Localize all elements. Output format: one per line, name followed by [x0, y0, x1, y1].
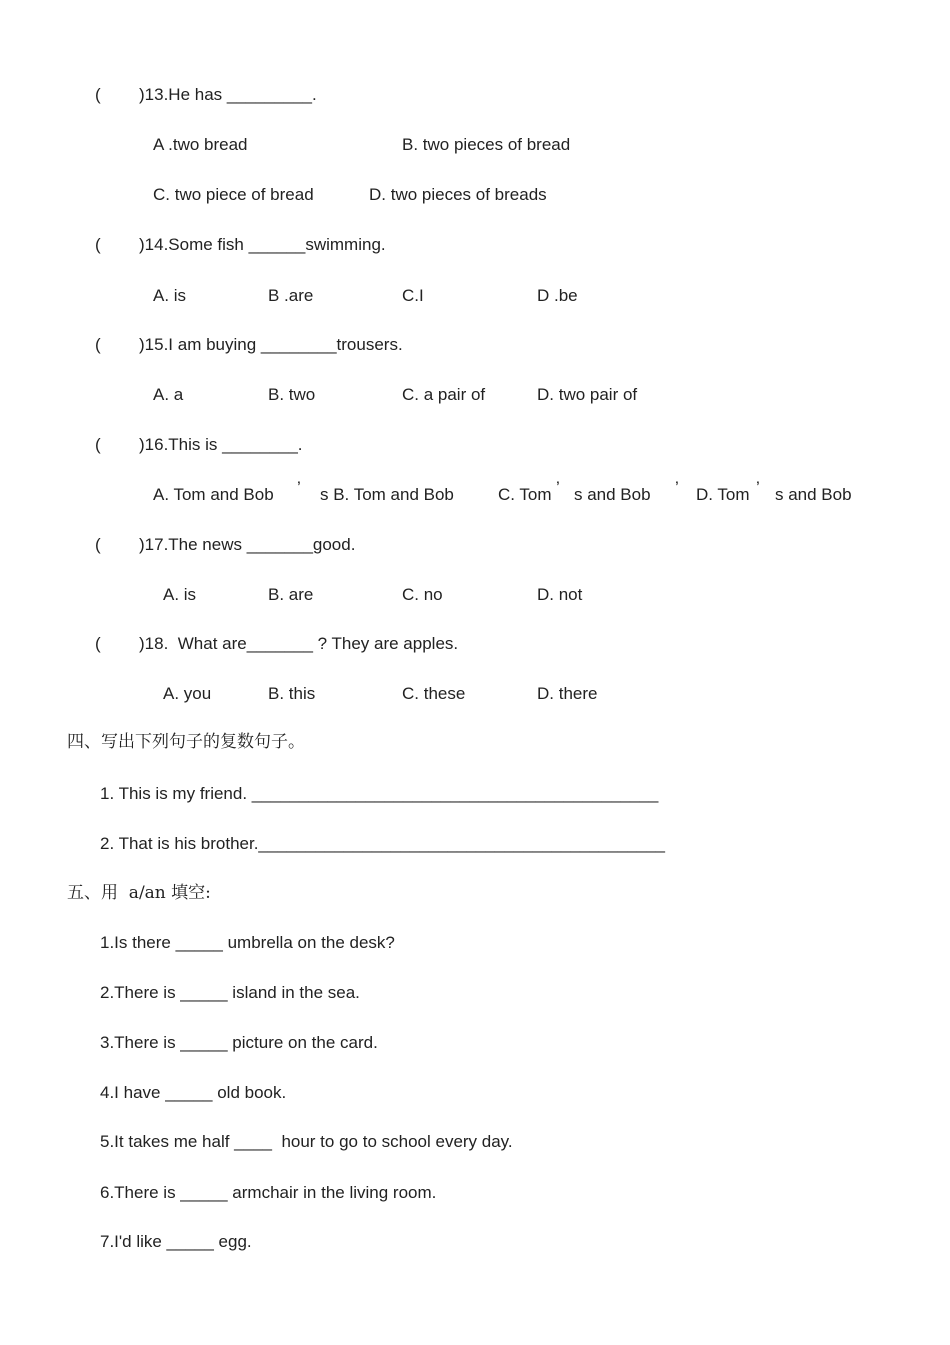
q16-apostrophe: ’: [297, 478, 301, 497]
q17-option-d: D. not: [537, 585, 583, 604]
q17-option-b: B. are: [268, 585, 314, 604]
section5-heading: 五、用 a/an 填空:: [67, 883, 211, 903]
q17-option-a: A. is: [163, 585, 197, 604]
q16-option-b: s B. Tom and Bob: [320, 485, 454, 504]
section5-item-5: 5.It takes me half ____ hour to go to school every day.: [100, 1132, 513, 1151]
section4-heading: 四、写出下列句子的复数句子。: [67, 732, 305, 752]
q18-option-c: C. these: [402, 684, 466, 703]
q14-option-c: C.I: [402, 286, 424, 305]
q16-stem: )16.This is ________.: [139, 435, 303, 454]
q13-paren: (: [95, 85, 101, 104]
q13-option-c: C. two piece of bread: [153, 185, 314, 204]
q16-option-c: C. Tom: [498, 485, 552, 504]
q15-option-b: B. two: [268, 385, 316, 404]
q18-paren: (: [95, 634, 101, 653]
q13-option-b: B. two pieces of bread: [402, 135, 571, 154]
q16-paren: (: [95, 435, 101, 454]
q13-stem: )13.He has _________.: [139, 85, 317, 104]
q15-stem: )15.I am buying ________trousers.: [139, 335, 403, 354]
q15-paren: (: [95, 335, 101, 354]
q16-option-d: D. Tom: [696, 485, 750, 504]
q17-paren: (: [95, 535, 101, 554]
q18-option-b: B. this: [268, 684, 316, 703]
q14-stem: )14.Some fish ______swimming.: [139, 235, 386, 254]
section4-item-2: 2. That is his brother.___________________________________________: [100, 834, 665, 853]
q17-option-c: C. no: [402, 585, 443, 604]
q15-option-c: C. a pair of: [402, 385, 486, 404]
q13-option-d: D. two pieces of breads: [369, 185, 547, 204]
section5-item-3: 3.There is _____ picture on the card.: [100, 1033, 378, 1052]
q16-option-c-rest: s and Bob: [574, 485, 651, 504]
q15-option-d: D. two pair of: [537, 385, 638, 404]
q15-option-a: A. a: [153, 385, 184, 404]
q16-option-a: A. Tom and Bob: [153, 485, 274, 504]
section5-item-1: 1.Is there _____ umbrella on the desk?: [100, 933, 395, 952]
section5-item-4: 4.I have _____ old book.: [100, 1083, 287, 1102]
q18-option-a: A. you: [163, 684, 212, 703]
q18-option-d: D. there: [537, 684, 598, 703]
q14-option-d: D .be: [537, 286, 578, 305]
section4-item-1: 1. This is my friend. ___________________________________________: [100, 784, 659, 803]
q16-apostrophe: ’: [756, 478, 760, 497]
section5-item-2: 2.There is _____ island in the sea.: [100, 983, 360, 1002]
q16-apostrophe: ’: [556, 478, 560, 497]
q14-paren: (: [95, 235, 101, 254]
q17-stem: )17.The news _______good.: [139, 535, 356, 554]
section5-item-7: 7.I'd like _____ egg.: [100, 1232, 252, 1251]
section5-item-6: 6.There is _____ armchair in the living room.: [100, 1183, 437, 1202]
q16-apostrophe: ’: [675, 478, 679, 497]
q18-stem: )18. What are_______ ? They are apples.: [139, 634, 459, 653]
q13-option-a: A .two bread: [153, 135, 248, 154]
q14-option-a: A. is: [153, 286, 187, 305]
q16-option-d-rest: s and Bob: [775, 485, 852, 504]
q14-option-b: B .are: [268, 286, 314, 305]
